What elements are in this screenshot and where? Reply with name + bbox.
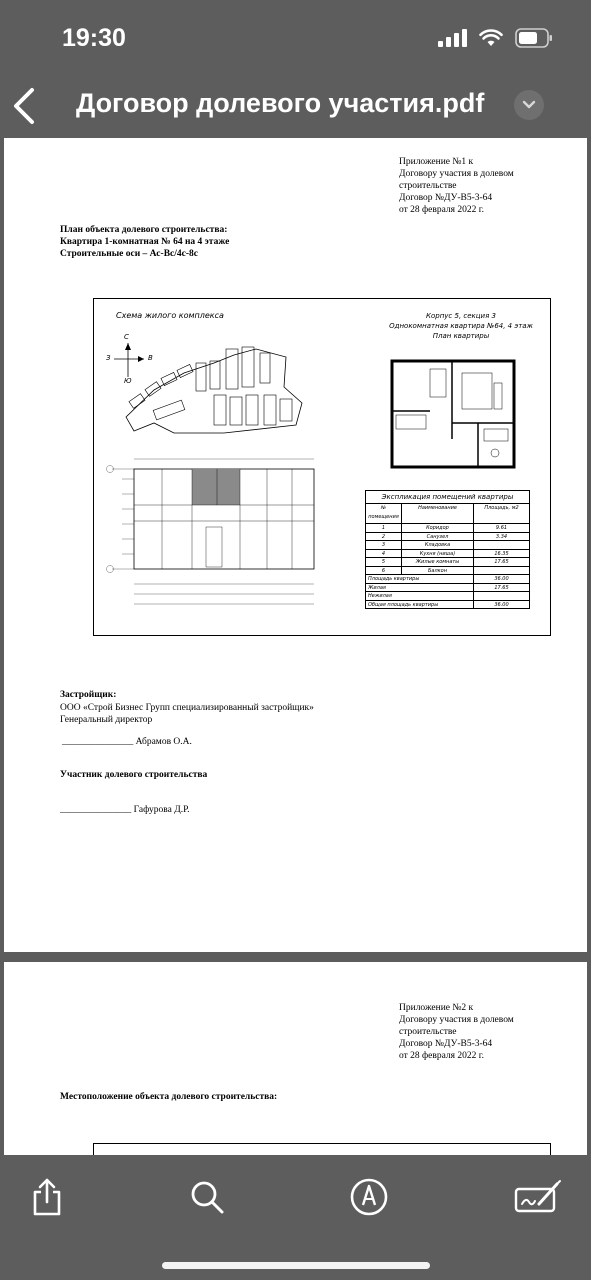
table-row: 4 Кухня (ниша) 16.35 (365, 550, 530, 559)
chevron-down-icon (522, 100, 536, 110)
navigation-bar (0, 74, 591, 138)
signature-button[interactable] (513, 1177, 563, 1217)
site-scheme (114, 335, 304, 435)
table-header-row: № помещения Наименование Площадь, м2 (365, 504, 530, 524)
developer-role: Генеральный директор (60, 715, 153, 725)
summary-row: Общая площадь квартиры 36.00 (365, 601, 530, 610)
table-row: 5 Жилые комнаты 17.65 (365, 558, 530, 567)
share-button[interactable] (27, 1177, 67, 1217)
annex-note: Приложение №2 к Договору участия в долевом строительстве Договор №ДУ-В5-3-64 от 28 февраля 2022 г. (399, 1003, 514, 1061)
status-bar (0, 0, 591, 74)
chevron-left-icon (10, 86, 40, 126)
developer-heading: Застройщик: (60, 690, 117, 700)
share-icon (27, 1177, 67, 1217)
table-row: 3 Кладовка (365, 541, 530, 550)
search-button[interactable] (187, 1177, 227, 1217)
table-row: 1 Коридор 9.61 (365, 524, 530, 533)
search-icon (187, 1177, 227, 1217)
location-heading: Местоположение объекта долевого строительства: (60, 1092, 278, 1102)
battery-icon (515, 28, 553, 48)
bottom-toolbar (0, 1155, 591, 1280)
document-title[interactable]: Договор долевого участия.pdf (76, 88, 485, 118)
table-row: 6 Балкон (365, 567, 530, 576)
table-row: 2 Санузел 3.34 (365, 533, 530, 542)
explication-title: Экспликация помещений квартиры (365, 490, 530, 504)
cellular-signal-icon (438, 29, 467, 47)
floor-plan-drawing (93, 298, 551, 636)
markup-icon (349, 1177, 389, 1217)
corpus-label: Корпус 5, секция 3 Однокомнатная квартира №64, 4 этаж План квартиры (389, 312, 533, 340)
summary-row: Площадь квартиры 36.00 (365, 575, 530, 584)
participant-heading: Участник долевого строительства (60, 770, 208, 780)
floor-section-plan (102, 449, 327, 614)
home-indicator[interactable] (162, 1262, 430, 1269)
compass-icon: С Ю З В (106, 333, 153, 385)
pdf-page-1 (4, 138, 587, 952)
annex-note: Приложение №1 к Договору участия в долевом строительстве Договор №ДУ-В5-3-64 от 28 февраля 2022 г. (399, 157, 514, 215)
pdf-page-2 (4, 962, 587, 1155)
location-map-frame (93, 1143, 551, 1155)
pdf-viewer[interactable] (0, 138, 591, 1155)
wifi-icon (479, 29, 503, 47)
plan-heading: План объекта долевого строительства: Квартира 1-комнатная № 64 на 4 этаже Строительные оси – Ас-Вс/4с-8с (60, 225, 230, 259)
status-time: 19:30 (62, 24, 126, 52)
back-button[interactable] (10, 86, 40, 126)
developer-company: ООО «Строй Бизнес Групп специализированный застройщик» (60, 703, 314, 713)
explication-table (365, 504, 530, 609)
signature-icon (513, 1177, 563, 1217)
summary-row: Нежилая (365, 592, 530, 601)
apartment-plan (390, 359, 518, 471)
participant-signature: _______________ Гафурова Д.Р. (60, 805, 190, 815)
markup-button[interactable] (349, 1177, 389, 1217)
developer-signature: _______________ Абрамов О.А. (62, 737, 192, 747)
scheme-title: Схема жилого комплекса (116, 311, 224, 320)
title-menu-button[interactable] (514, 90, 544, 120)
summary-row: Жилая 17.65 (365, 584, 530, 593)
